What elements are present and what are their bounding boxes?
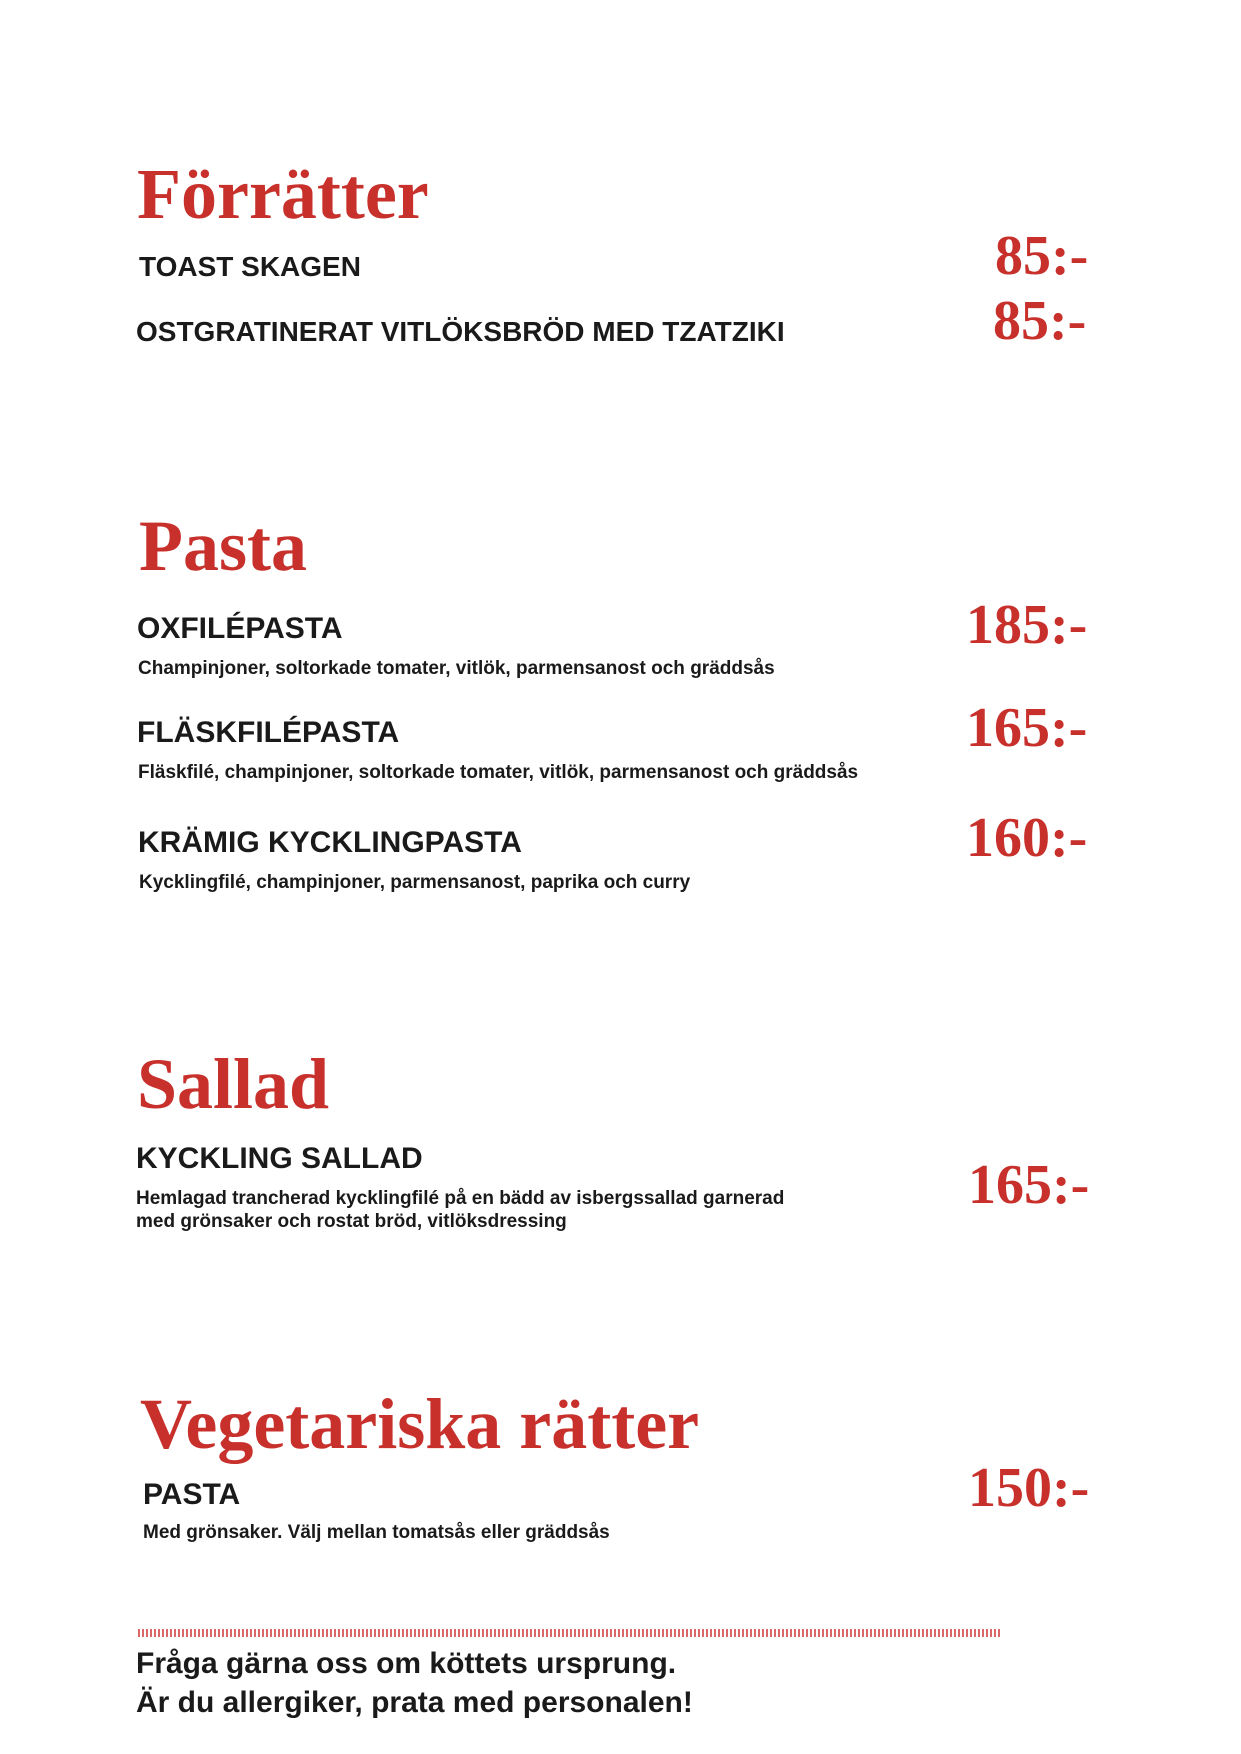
section-heading-forratter: Förrätter (137, 154, 429, 234)
menu-item-name: FLÄSKFILÉPASTA (137, 716, 400, 749)
menu-item-name: PASTA (143, 1478, 241, 1511)
footer-note (136, 1644, 693, 1722)
menu-item-name: KRÄMIG KYCKLINGPASTA (138, 826, 522, 859)
menu-item-price: 150:- (968, 1457, 1090, 1519)
menu-item-price: 160:- (966, 807, 1088, 869)
menu-item-name: OXFILÉPASTA (137, 612, 343, 645)
footer-divider (138, 1629, 1002, 1637)
menu-item-description: Med grönsaker. Välj mellan tomatsås eller gräddsås (143, 1522, 610, 1543)
menu-item-description-line: med grönsaker och rostat bröd, vitlöksdressing (136, 1211, 567, 1232)
menu-item-price: 165:- (968, 1154, 1090, 1216)
menu-item-description: Fläskfilé, champinjoner, soltorkade tomater, vitlök, parmensanost och gräddsås (138, 762, 859, 783)
menu-item-price: 185:- (966, 594, 1088, 656)
menu-item-name: KYCKLING SALLAD (136, 1142, 423, 1175)
menu-item-description: Kycklingfilé, champinjoner, parmensanost, paprika och curry (139, 872, 691, 893)
section-heading-sallad: Sallad (137, 1044, 330, 1124)
menu-item-price: 85:- (995, 225, 1089, 287)
menu-item-description: Champinjoner, soltorkade tomater, vitlök, parmensanost och gräddsås (138, 658, 775, 679)
section-heading-vegetariska: Vegetariska rätter (140, 1384, 700, 1464)
menu-item-name: TOAST SKAGEN (139, 251, 361, 282)
menu-item-name: OSTGRATINERAT VITLÖKSBRÖD MED TZATZIKI (136, 316, 785, 347)
menu-item-price: 165:- (966, 697, 1088, 759)
footer-line-allergy: Är du allergiker, prata med personalen! (136, 1686, 693, 1719)
section-heading-pasta: Pasta (139, 506, 307, 586)
menu-item-description-line: Hemlagad trancherad kycklingfilé på en bädd av isbergssallad garnerad (136, 1188, 785, 1209)
menu-item-price: 85:- (993, 290, 1087, 352)
footer-line-origin: Fråga gärna oss om köttets ursprung. (136, 1647, 677, 1680)
